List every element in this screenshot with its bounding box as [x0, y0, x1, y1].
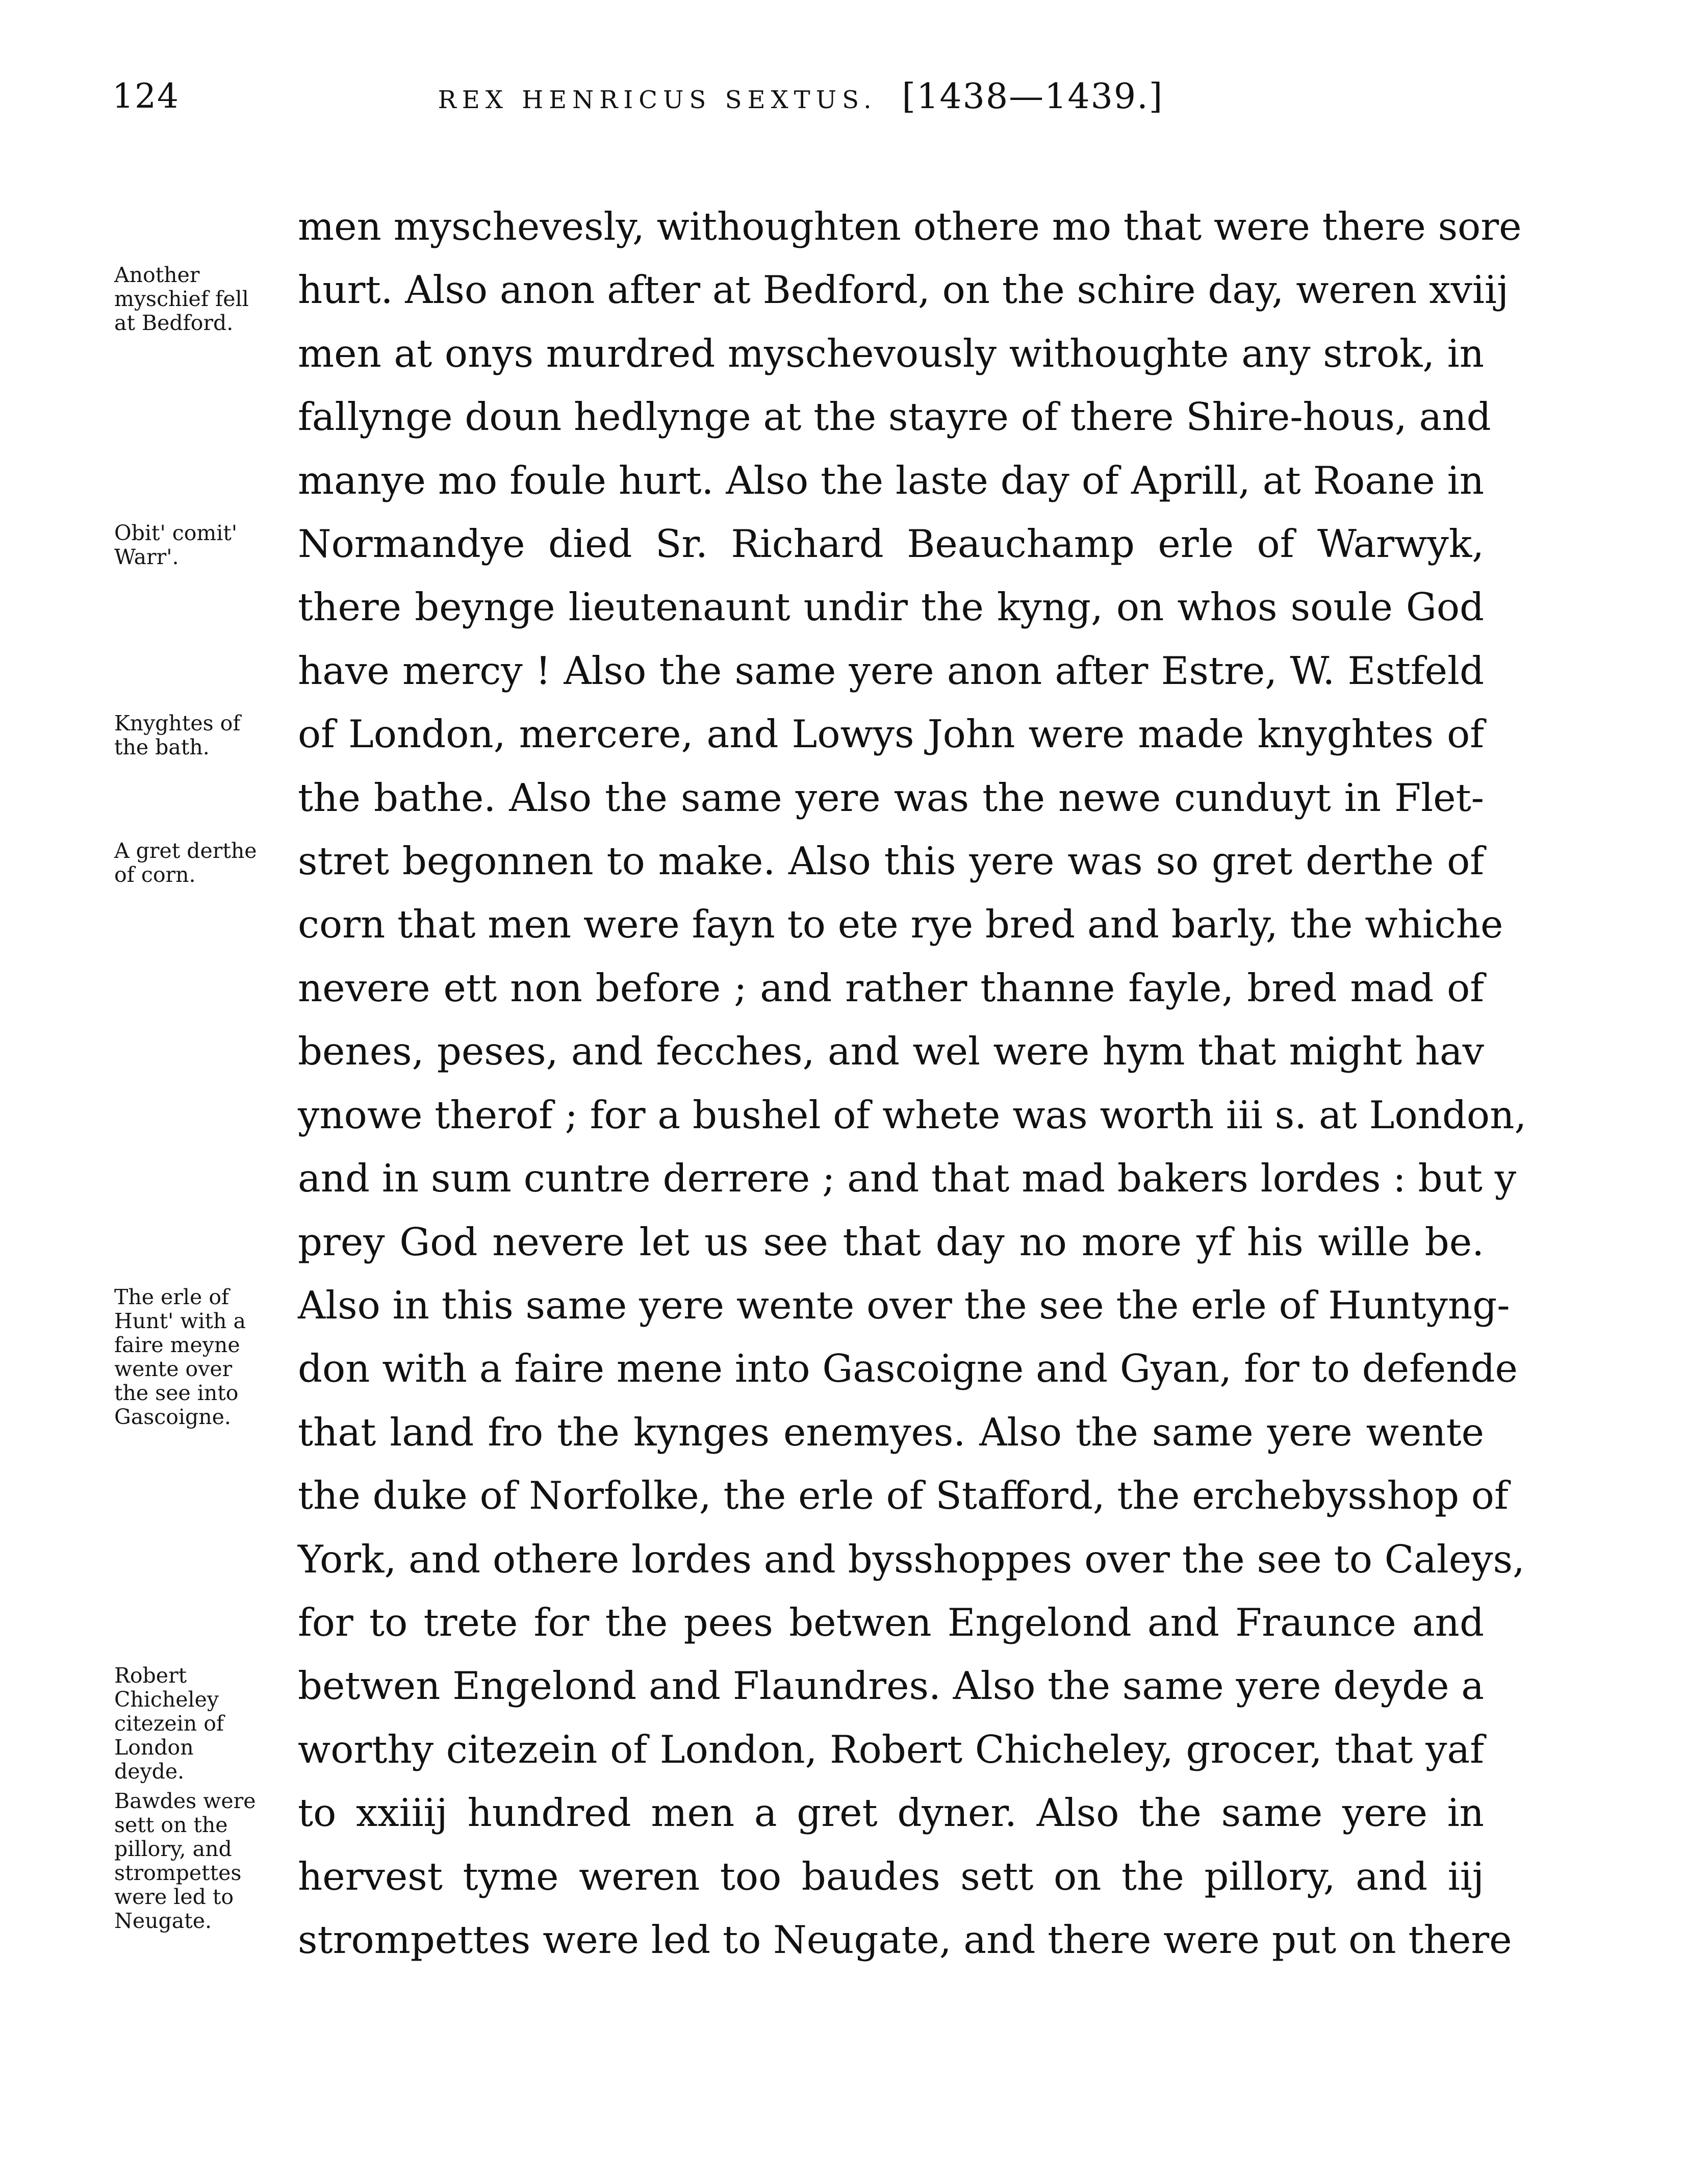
margin-note-line: The erle of	[114, 1285, 229, 1309]
margin-note-line: Hunt' with a	[114, 1309, 246, 1333]
margin-note-line: Bawdes were	[114, 1789, 256, 1813]
text-line: strompettes were led to Neugate, and there were put on there	[298, 1917, 1512, 1962]
margin-note-line: Chicheley	[114, 1687, 219, 1712]
margin-note-line: Another	[114, 263, 200, 287]
margin-note-line: pillory, and	[114, 1837, 232, 1861]
margin-note-line: strompettes	[114, 1861, 242, 1885]
running-title: REX HENRICUS SEXTUS.	[438, 86, 877, 114]
text-line: manye mo foule hurt. Also the laste day of Aprill, at Roane in	[298, 458, 1484, 503]
margin-note-derthe	[114, 839, 298, 887]
margin-note-line: at Bedford.	[114, 311, 234, 335]
text-line: men myschevesly, withoughten othere mo that were there sore	[298, 204, 1522, 249]
text-line: nevere ett non before ; and rather thanne fayle, bred mad of	[298, 965, 1484, 1010]
margin-note-line: A gret derthe	[114, 839, 257, 863]
margin-note-line: myschief fell	[114, 287, 249, 311]
margin-note-line: faire meyne	[114, 1333, 240, 1357]
body-text	[298, 195, 1527, 1971]
margin-note-line: sett on the	[114, 1813, 228, 1837]
margin-note-line: Warr'.	[114, 545, 179, 569]
text-line: the duke of Norfolke, the erle of Stafford, the erchebysshop of	[298, 1473, 1509, 1518]
text-line: corn that men were fayn to ete rye bred and barly, the whiche	[298, 902, 1503, 947]
text-line: prey God nevere let us see that day no more yf his wille be.	[298, 1219, 1484, 1264]
text-line: don with a faire mene into Gascoigne and Gyan, for to defende	[298, 1346, 1518, 1391]
margin-note-bedford	[114, 263, 298, 335]
text-line: the bathe. Also the same yere was the newe cunduyt in Flet-	[298, 775, 1484, 820]
margin-note-line: Knyghtes of	[114, 711, 241, 735]
text-line: betwen Engelond and Flaundres. Also the same yere deyde a	[298, 1663, 1485, 1709]
margin-note-line: Obit' comit'	[114, 521, 238, 545]
margin-note-line: deyde.	[114, 1759, 185, 1784]
text-line: Also in this same yere wente over the see the erle of Huntyng-	[298, 1282, 1510, 1328]
text-line: of London, mercere, and Lowys John were made knyghtes of	[298, 712, 1484, 757]
text-line: there beynge lieutenaunt undir the kyng, on whos soule God	[298, 585, 1484, 630]
margin-note-obit	[114, 521, 298, 569]
text-line: have mercy ! Also the same yere anon after Estre, W. Estfeld	[298, 648, 1484, 693]
margin-note-line: Gascoigne.	[114, 1405, 231, 1429]
running-years: [1438—1439.]	[902, 77, 1164, 117]
text-line: to xxiiij hundred men a gret dyner. Also the same yere in	[298, 1790, 1484, 1836]
text-line: Normandye died Sr. Richard Beauchamp erle of Warwyk,	[298, 521, 1484, 567]
margin-note-line: London	[114, 1735, 194, 1760]
margin-note-huntyngdon	[114, 1285, 298, 1429]
text-line: ynowe therof ; for a bushel of whete was worth iii s. at London,	[298, 1092, 1527, 1137]
margin-note-bawdes	[114, 1789, 298, 1933]
margin-note-line: the bath.	[114, 735, 210, 759]
page-header	[112, 77, 1489, 133]
text-line: for to trete for the pees betwen Engelond and Fraunce and	[298, 1599, 1484, 1645]
text-line: stret begonnen to make. Also this yere was so gret derthe of	[298, 839, 1484, 884]
margin-note-line: the see into	[114, 1381, 239, 1405]
text-line: hervest tyme weren too baudes sett on the pillory, and iij	[298, 1853, 1484, 1899]
text-line: that land fro the kynges enemyes. Also the same yere wente	[298, 1409, 1484, 1455]
margin-note-line: of corn.	[114, 862, 196, 887]
margin-note-line: were led to	[114, 1885, 234, 1909]
margin-note-line: wente over	[114, 1357, 233, 1381]
text-line: York, and othere lordes and bysshoppes over the see to Caleys,	[298, 1536, 1525, 1582]
page-number: 124	[112, 77, 180, 116]
text-line: benes, peses, and fecches, and wel were hym that might hav	[298, 1029, 1484, 1074]
text-line: and in sum cuntre derrere ; and that mad bakers lordes : but y	[298, 1156, 1517, 1201]
running-head	[112, 77, 1489, 117]
margin-note-chicheley	[114, 1664, 298, 1784]
margin-note-line: citezein of	[114, 1711, 224, 1736]
text-line: worthy citezein of London, Robert Chicheley, grocer, that yaf	[298, 1726, 1484, 1772]
margin-note-line: Robert	[114, 1663, 187, 1688]
text-line: men at onys murdred myschevously withoughte any strok, in	[298, 331, 1484, 376]
text-line: hurt. Also anon after at Bedford, on the schire day, weren xviij	[298, 267, 1509, 313]
text-line: fallynge doun hedlynge at the stayre of there Shire-hous, and	[298, 394, 1491, 440]
margin-note-line: Neugate.	[114, 1909, 212, 1933]
margin-note-knyghtes	[114, 712, 298, 759]
